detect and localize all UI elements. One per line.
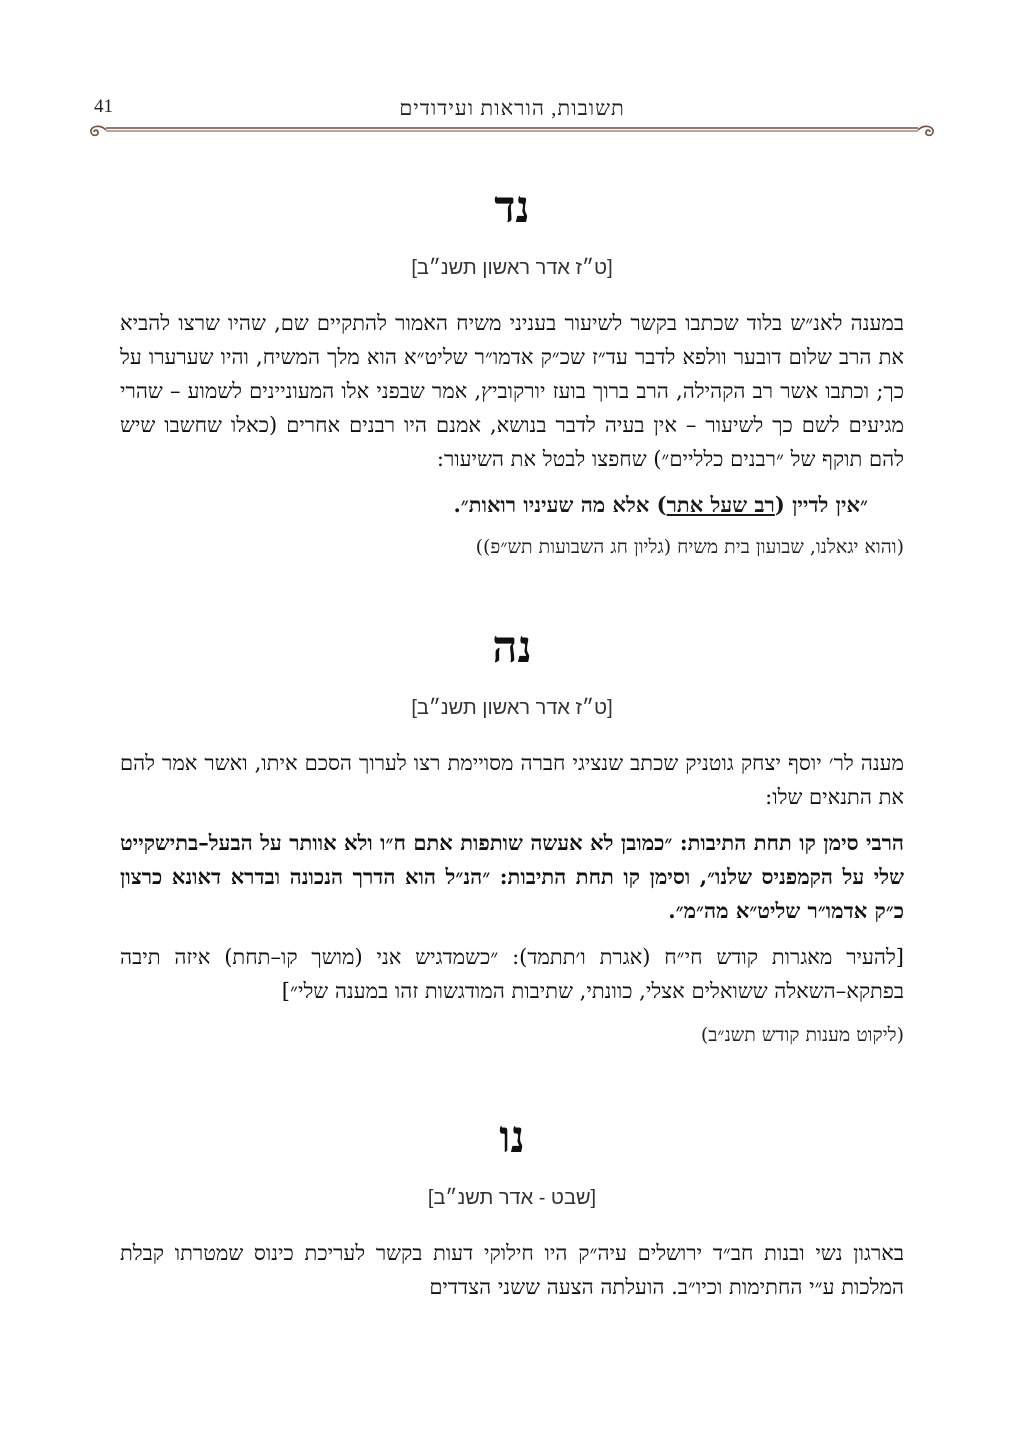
- header-rule: [86, 120, 938, 140]
- section-intro: בארגון נשי ובנות חב״ד ירושלים עיה״ק היו חילוקי דעות בקשר לעריכת כינוס שמטרתו קבלת המלכות ע״י החתימות וכיו״ב. הועלתה הצעה ששני הצדדים: [120, 1241, 904, 1299]
- page-number: 41: [94, 96, 113, 117]
- quote-open: ״אין לדיין (: [774, 492, 868, 517]
- section-heading: נו: [499, 1112, 525, 1163]
- section-heading: נה: [492, 622, 532, 673]
- rebbe-answer: [120, 488, 904, 522]
- right-flourish-icon: [918, 126, 933, 135]
- section-intro: מענה לר׳ יוסף יצחק גוטניק שכתב שנציגי חברה מסויימת רצו לערוך הסכם איתו, ואשר אמר להם את התנאים שלו:: [120, 751, 904, 809]
- section-heading: נד: [494, 182, 530, 233]
- section-source: (והוא יגאלנו, שבועון בית משיח (גליון חג השבועות תש״פ)): [475, 536, 904, 558]
- section-intro: במענה לאנ״ש בלוד שכתבו בקשר לשיעור בעניני משיח האמור להתקיים שם, שהיו שרצו להביא את הרב שלום דובער וולפא לדבר עד״ז שכ״ק אדמו״ר שליט״א הוא מלך המשיח, והיו שערערו על כך; וכתבו אשר רב הקהילה, הרב ברוך בועז יורקוביץ, אמר שבפני אלו המעוניינים לשמוע – שהרי מגיעים לשם כך לשיעור – אין בעיה לדבר בנושא, אמנם היו רבנים אחרים (כאלו שחשבו שיש להם תוקף של ״רבנים כלליים״) שחפצו לבטל את השיעור:: [120, 311, 904, 471]
- section-date: [ט״ז אדר ראשון תשנ״ב]: [411, 697, 613, 719]
- section-54: [120, 180, 904, 562]
- section-source: (ליקוט מענות קודש תשנ״ב): [700, 1024, 904, 1046]
- section-55: [120, 620, 904, 1050]
- section-56: [120, 1110, 904, 1304]
- quote-underlined: רב שעל אתר: [666, 492, 775, 517]
- quote-close: ) אלא מה שעיניו רואות״.: [453, 492, 667, 517]
- page-header: [86, 92, 938, 142]
- running-title: תשובות, הוראות ועידודים: [399, 96, 625, 120]
- rebbe-answer: הרבי סימן קו תחת התיבות: ״כמובן לא אעשה שותפות אתם ח״ו ולא אוותר על הבעל–בתישקייט שלי על הקמפניס שלנו״, וסימן קו תחת התיבות: ״הנ״ל הוא הדרך הנכונה ובדרא דאונא כרצון כ״ק אדמו״ר שליט״א מה״מ״.: [120, 830, 904, 923]
- left-flourish-icon: [91, 126, 106, 135]
- main-content: [120, 180, 904, 1316]
- section-date: [שבט - אדר תשנ״ב]: [427, 1187, 597, 1209]
- section-date: [ט״ז אדר ראשון תשנ״ב]: [411, 257, 613, 279]
- section-note: [להעיר מאגרות קודש חי״ח (אגרת ו׳תתמד): ״כשמדגיש אני (מושך קו–תחת) איזה תיבה בפתקא–השאלה ששואלים אצלי, כוונתי, שתיבות המודגשות זהו במענה שלי״]: [120, 945, 904, 1003]
